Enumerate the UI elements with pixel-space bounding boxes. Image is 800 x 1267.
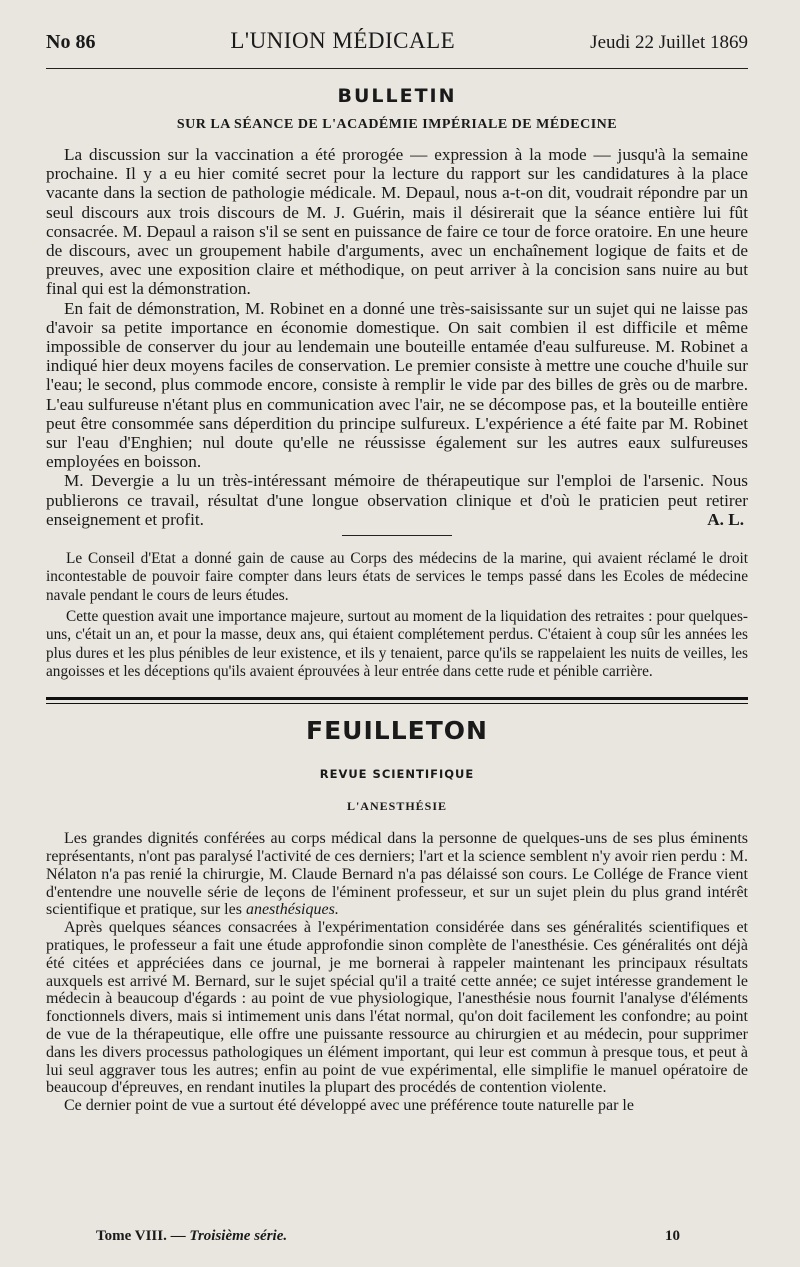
feuilleton-rule-thick [46, 697, 748, 700]
section-separator [342, 535, 452, 536]
feuilleton-paragraph-1-text: Les grandes dignités conférées au corps médical dans la personne de quelques-uns de ses plus éminents représentants, n'ont pas paralysé l'activité de ces derniers; l'art et la science semblent n'y avoir rien perdu : M. Nélaton n'a pas renié la chirurgie, M. Claude Bernard n'a pas délaissé son cours. Le Collége de France vient d'entendre une nouvelle série de leçons de l'éminent professeur, et sur un sujet plein du plus grand intérêt scientifique et pratique, sur les [46, 830, 748, 919]
tome-label [96, 1228, 287, 1245]
notice-body [46, 550, 748, 681]
bulletin-title: BULLETIN [337, 85, 457, 107]
feuilleton-paragraph-2: Après quelques séances consacrées à l'expérimentation considérée dans ses généralités scientifiques et pratiques, le professeur a fait une étude approfondie sinon complète de l'anesthésie. Ces généralités ont déjà été citées et appréciées dans ce journal, je me bornerai à rappeler maintenant les principaux résultats auxquels est arrivé M. Bernard, sur le sujet spécial qu'il a traité cette année; ce sujet intéresse grandement le médecin à beaucoup d'égards : au point de vue physiologique, l'anesthésie nous fournit l'analyse d'éléments fonctionnels divers, mais si intimement unis dans l'état normal, qu'on doit facilement les confondre; au point de vue de la thérapeutique, elle offre une puissante ressource au chirurgien et au médecin, pour supprimer dans les divers processus pathologiques un élément important, qui leur est commun à presque tous, et peut à lui seul aggraver tous les autres; enfin au point de vue expérimental, elle simplifie le manuel opératoire de beaucoup d'épreuves, en rendant inutiles la plupart des procédés de contention violente. [46, 919, 748, 1097]
feuilleton-rule-thin [46, 703, 748, 704]
bulletin-subtitle: SUR LA SÉANCE DE L'ACADÉMIE IMPÉRIALE DE MÉDECINE [176, 117, 618, 132]
notice-paragraph-2: Cette question avait une importance majeure, surtout au moment de la liquidation des retraites : pour quelques-uns, c'était un an, et pour la masse, deux ans, qui étaient complétement perdus. C'étaient à coup sûr les années les plus dures et les plus pénibles de leur existence, et ils y tenaient, parce qu'ils se rappelaient les nuits de veilles, les angoisses et les déceptions qu'ils avaient éprouvées à leur entrée dans cette rude et pénible carrière. [46, 607, 748, 680]
bulletin-paragraph-3-text: M. Devergie a lu un très-intéressant mémoire de thérapeutique sur l'emploi de l'arsenic. Nous publierons ce travail, résultat d'une longue observation clinique et d'où le praticien peut retirer enseignement et profit. [46, 471, 748, 529]
page-footer [96, 1228, 680, 1245]
feuilleton-subsection: L'ANESTHÉSIE [346, 799, 448, 814]
feuilleton-body [46, 830, 748, 1115]
journal-title: L'UNION MÉDICALE [230, 28, 456, 53]
notice-paragraph-1: Le Conseil d'Etat a donné gain de cause au Corps des médecins de la marine, qui avaient réclamé le droit incontestable de pouvoir faire compter dans leurs états de services le temps passé dans les Ecoles de médecine navale pendant le cours de leurs études. [46, 550, 748, 604]
series-text: Troisième série. [189, 1228, 288, 1244]
feuilleton-title: FEUILLETON [306, 716, 488, 746]
bulletin-signature: A. L. [707, 509, 744, 529]
issue-number: No 86 [46, 31, 96, 53]
bulletin-paragraph-3 [46, 471, 748, 529]
feuilleton-emphasis: anesthésiques. [245, 901, 339, 919]
tome-text: Tome VIII. — [96, 1228, 190, 1244]
bulletin-paragraph-2: En fait de démonstration, M. Robinet en a donné une très-saisissante sur un sujet qui ne laisse pas d'avoir sa petite importance en économie domestique. On sait combien il est difficile et même impossible de conserver du jour au lendemain une bouteille entamée d'eau sulfureuse. M. Robinet a indiqué hier deux moyens faciles de conservation. Le premier consiste à mettre une couche d'huile sur l'eau; le second, plus commode encore, consiste à remplir le vide par des billes de grès ou de marbre. L'eau sulfureuse n'étant plus en communication avec l'air, ne se décompose pas, et la bouteille entière peut être consommée sans déperdition du principe sulfureux. L'expérience a été faite par M. Robinet sur l'eau d'Enghien; nul doute qu'elle ne réussisse également sur les autres eaux sulfureuses employées en boisson. [46, 298, 748, 472]
feuilleton-section: REVUE SCIENTIFIQUE [319, 767, 475, 782]
page-number: 10 [665, 1228, 680, 1244]
header-rule [46, 68, 748, 69]
bulletin-paragraph-1: La discussion sur la vaccination a été prorogée — expression à la mode — jusqu'à la semaine prochaine. Il y a eu hier comité secret pour la lecture du rapport sur les candidatures à la place vacante dans la section de pathologie médicale. M. Depaul, nous a-t-on dit, voudrait répondre par un seul discours aux trois discours de M. J. Guérin, mais il désirerait que la séance entière lui fût consacrée. M. Depaul a raison s'il se sent en puissance de faire ce tour de force oratoire. En une heure de discours, avec un groupement habile d'arguments, avec un enchaînement logique de faits et de preuves, avec une exposition claire et méthodique, on peut arriver à la concision sans nuire au but final qui est la démonstration. [46, 145, 748, 299]
page-header [46, 28, 748, 64]
feuilleton-paragraph-3: Ce dernier point de vue a surtout été développé avec une préférence toute naturelle par le [64, 1097, 634, 1115]
issue-date: Jeudi 22 Juillet 1869 [590, 32, 748, 53]
bulletin-body [46, 145, 748, 529]
feuilleton-paragraph-1 [46, 830, 748, 919]
